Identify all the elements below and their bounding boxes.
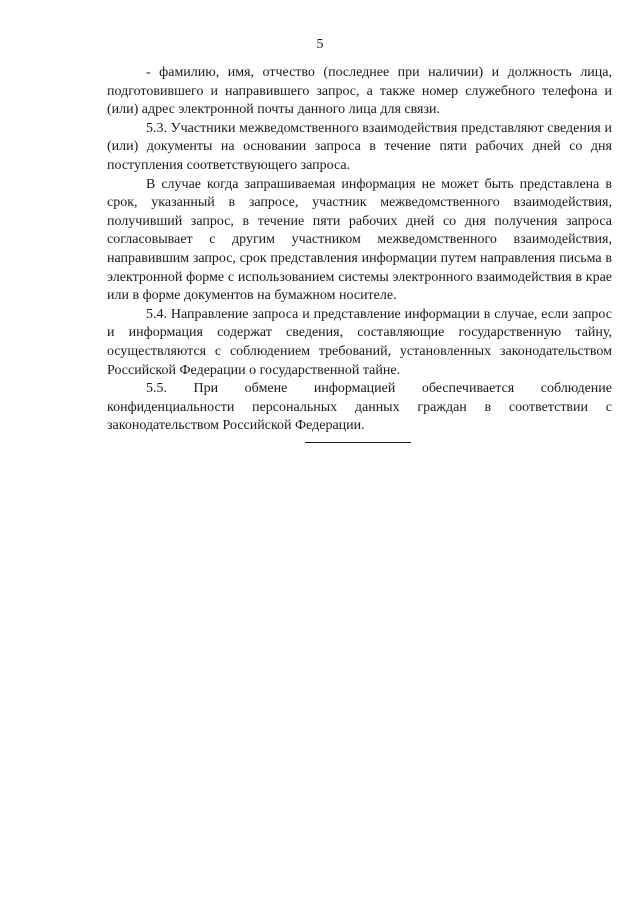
document-body (107, 64, 612, 436)
paragraph-5-5: 5.5. При обмене информацией обеспечивается соблюдение конфиденциальности персональных данных граждан в соответствии с законодательством Российской Федерации. (107, 381, 612, 434)
paragraph-requester-details: - фамилию, имя, отчество (последнее при наличии) и должность лица, подготовившего и направившего запрос, а также номер служебного телефона и (или) адрес электронной почты данного лица для связи. (107, 65, 612, 118)
paragraph-5-4: 5.4. Направление запроса и представление информации в случае, если запрос и информация содержат сведения, составляющие государственную тайну, осуществляются с соблюдением требований, установленных законодательством Российской Федерации о государственной тайне. (107, 306, 612, 378)
end-separator-line (305, 442, 411, 443)
paragraph-5-3: 5.3. Участники межведомственного взаимодействия представляют сведения и (или) документы на основании запроса в течение пяти рабочих дней со дня поступления соответствующего запроса. (107, 120, 612, 173)
page-number: 5 (316, 37, 324, 52)
paragraph-delay-case: В случае когда запрашиваемая информация не может быть представлена в срок, указанный в запросе, участник межведомственного взаимодействия, получивший запрос, в течение пяти рабочих дней со дня получения запроса согласовывает с другим участником межведомственного взаимодействия, направившим запрос, срок представления информации путем направления письма в электронной форме с использованием системы электронного взаимодействия в крае или в форме документов на бумажном носителе. (107, 176, 612, 304)
